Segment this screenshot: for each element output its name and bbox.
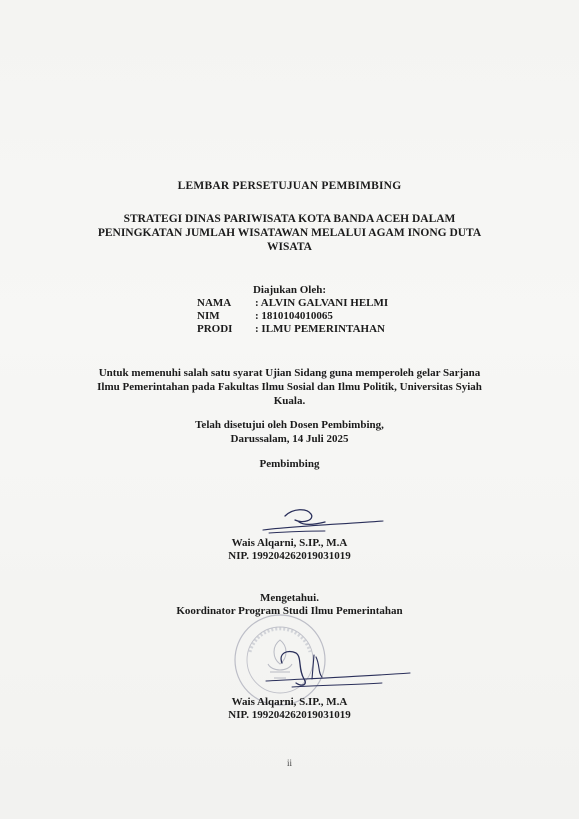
supervisor-signature [255, 502, 385, 538]
thesis-title-line-2: PENINGKATAN JUMLAH WISATAWAN MELALUI AGAM INONG DUTA [97, 227, 482, 239]
coordinator-signatory [0, 696, 579, 722]
coordinator-signature [262, 645, 412, 693]
coordinator-nip: NIP. 199204262019031019 [228, 709, 351, 721]
page-number: ii [286, 758, 292, 768]
student-info-row-prodi [197, 323, 388, 336]
student-info-row-name [197, 297, 388, 310]
purpose-line-3: Kuala. [273, 395, 306, 407]
supervisor-name: Wais Alqarni, S.IP., M.A [231, 537, 348, 549]
student-prodi-label: PRODI [197, 323, 233, 335]
approval-line-1: Telah disetujui oleh Dosen Pembimbing, [195, 419, 384, 431]
student-name-value: : ALVIN GALVANI HELMI [255, 297, 389, 309]
acknowledgement-label: Mengetahui. [260, 592, 319, 604]
student-name-label: NAMA [197, 297, 232, 309]
thesis-title-line-1: STRATEGI DINAS PARIWISATA KOTA BANDA ACEH DALAM [123, 213, 456, 225]
purpose-line-1: Untuk memenuhi salah satu syarat Ujian Sidang guna memperoleh gelar Sarjana [98, 367, 481, 379]
student-info-row-nim [197, 310, 388, 323]
thesis-title [70, 212, 509, 254]
coordinator-name: Wais Alqarni, S.IP., M.A [231, 696, 348, 708]
student-nim-value: : 1810104010065 [255, 310, 333, 322]
student-nim-label: NIM [197, 310, 220, 322]
submitted-by-label: Diajukan Oleh: [252, 284, 327, 296]
student-prodi-value: : ILMU PEMERINTAHAN [255, 323, 385, 335]
approval-statement [0, 418, 579, 446]
thesis-title-line-3: WISATA [267, 241, 312, 253]
approval-date: Darussalam, 14 Juli 2025 [230, 433, 349, 445]
supervisor-nip: NIP. 199204262019031019 [228, 550, 351, 562]
page-title: LEMBAR PERSETUJUAN PEMBIMBING [177, 180, 402, 192]
purpose-line-2: Ilmu Pemerintahan pada Fakultas Ilmu Sosial dan Ilmu Politik, Universitas Syiah [97, 381, 482, 393]
student-info-table [197, 297, 388, 336]
purpose-paragraph [62, 366, 517, 408]
supervisor-signatory [0, 537, 579, 563]
coordinator-title: Koordinator Program Studi Ilmu Pemerintahan [176, 605, 403, 617]
supervisor-role-label: Pembimbing [259, 458, 320, 470]
